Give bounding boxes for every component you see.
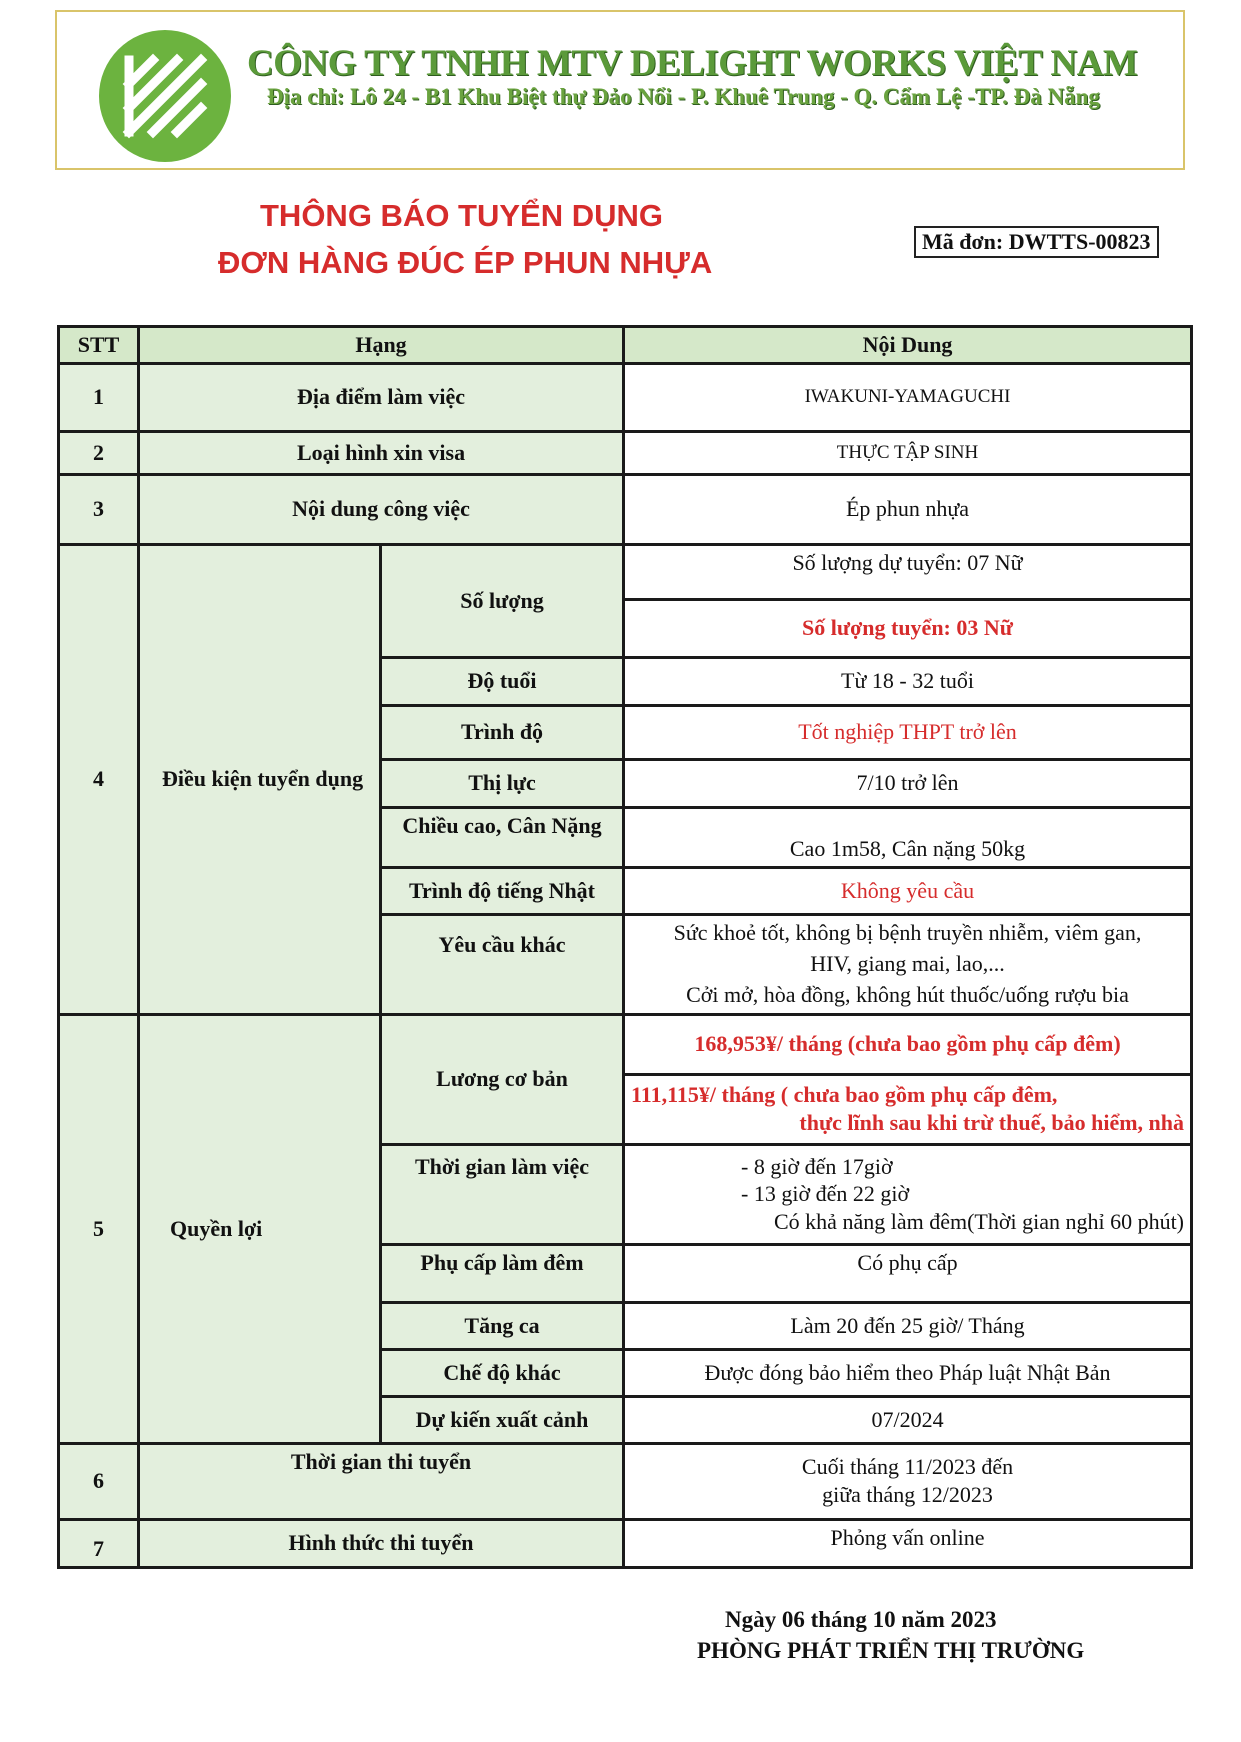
company-address: Địa chỉ: Lô 24 - B1 Khu Biệt thự Đảo Nổi - P. Khuê Trung - Q. Cẩm Lệ -TP. Đà Nẵng xyxy=(267,84,1100,109)
work-time-line: - 13 giờ đến 22 giờ xyxy=(741,1181,910,1207)
row-number: 5 xyxy=(59,1014,139,1443)
sub-label: Chế độ khác xyxy=(381,1349,624,1396)
sub-label: Trình độ xyxy=(381,705,624,759)
exam-time-line: Cuối tháng 11/2023 đến xyxy=(801,1453,1014,1479)
row-number: 1 xyxy=(59,363,139,431)
sub-value: Số lượng tuyển: 03 Nữ xyxy=(624,599,1192,657)
company-header xyxy=(55,10,1185,170)
footer-date: Ngày 06 tháng 10 năm 2023 xyxy=(725,1607,997,1632)
row-label: Điều kiện tuyển dụng xyxy=(139,544,381,1014)
row-value: IWAKUNI-YAMAGUCHI xyxy=(624,363,1192,431)
sub-label: Số lượng xyxy=(381,544,624,657)
row-value-multiline xyxy=(624,1443,1192,1519)
row-label: Thời gian thi tuyển xyxy=(139,1443,624,1519)
sub-label: Tăng ca xyxy=(381,1302,624,1349)
row-label: Quyền lợi xyxy=(139,1014,381,1443)
sub-value: Làm 20 đến 25 giờ/ Tháng xyxy=(624,1302,1192,1349)
exam-time-line: giữa tháng 12/2023 xyxy=(822,1482,993,1508)
sub-label: Trình độ tiếng Nhật xyxy=(381,867,624,914)
salary-line: thực lĩnh sau khi trừ thuế, bảo hiểm, nhà xyxy=(799,1110,1185,1136)
row-value: Ép phun nhựa xyxy=(624,474,1192,544)
row-label: Loại hình xin visa xyxy=(139,431,624,474)
order-code: Mã đơn: DWTTS-00823 xyxy=(914,226,1159,258)
sub-label: Yêu cầu khác xyxy=(381,914,624,1014)
sub-value: Tốt nghiệp THPT trở lên xyxy=(624,705,1192,759)
row-number: 3 xyxy=(59,474,139,544)
header-stt: STT xyxy=(59,327,139,364)
sub-label: Lương cơ bản xyxy=(381,1014,624,1144)
sub-label: Dự kiến xuất cảnh xyxy=(381,1396,624,1443)
sub-value-multiline xyxy=(624,1074,1192,1144)
row-number: 6 xyxy=(59,1443,139,1519)
work-time-line: Có khả năng làm đêm(Thời gian nghỉ 60 phút) xyxy=(774,1208,1185,1234)
requirement-line: Cởi mở, hòa đồng, không hút thuốc/uống rượu bia xyxy=(686,981,1129,1007)
sub-value: Không yêu cầu xyxy=(624,867,1192,914)
company-logo xyxy=(97,28,233,164)
sub-label: Độ tuổi xyxy=(381,657,624,705)
salary-line: 111,115¥/ tháng ( chưa bao gồm phụ cấp đêm, xyxy=(631,1081,1058,1107)
order-title: ĐƠN HÀNG ĐÚC ÉP PHUN NHỰA xyxy=(218,245,713,280)
table-header-row xyxy=(59,327,1192,364)
row-label: Nội dung công việc xyxy=(139,474,624,544)
header-noidung: Nội Dung xyxy=(624,327,1192,364)
row-label: Hình thức thi tuyển xyxy=(139,1519,624,1567)
sub-label: Phụ cấp làm đêm xyxy=(381,1244,624,1302)
row-value: Phỏng vấn online xyxy=(624,1519,1192,1567)
table-row xyxy=(59,1443,1192,1519)
sub-label: Chiều cao, Cân Nặng xyxy=(381,807,624,867)
notice-title: THÔNG BÁO TUYỂN DỤNG xyxy=(260,198,663,233)
table-row xyxy=(59,431,1192,474)
requirement-line: Sức khoẻ tốt, không bị bệnh truyền nhiễm, viêm gan, xyxy=(673,919,1142,945)
sub-label: Thời gian làm việc xyxy=(381,1144,624,1244)
company-name: CÔNG TY TNHH MTV DELIGHT WORKS VIỆT NAM xyxy=(247,43,1138,84)
sub-value-multiline xyxy=(624,1144,1192,1244)
table-row xyxy=(59,474,1192,544)
sub-value: 7/10 trở lên xyxy=(624,759,1192,807)
row-value: THỰC TẬP SINH xyxy=(624,431,1192,474)
footer-department: PHÒNG PHÁT TRIỂN THỊ TRƯỜNG xyxy=(697,1638,1085,1663)
sub-value: Số lượng dự tuyển: 07 Nữ xyxy=(624,544,1192,599)
recruitment-table xyxy=(57,325,1193,1569)
table-row xyxy=(59,1014,1192,1074)
work-time-line: - 8 giờ đến 17giờ xyxy=(741,1153,893,1179)
sub-value-multiline xyxy=(624,914,1192,1014)
row-number: 7 xyxy=(59,1519,139,1567)
sub-value: Được đóng bảo hiểm theo Pháp luật Nhật Bản xyxy=(624,1349,1192,1396)
row-label: Địa điểm làm việc xyxy=(139,363,624,431)
sub-value: Từ 18 - 32 tuổi xyxy=(624,657,1192,705)
sub-label: Thị lực xyxy=(381,759,624,807)
sub-value: 168,953¥/ tháng (chưa bao gồm phụ cấp đêm) xyxy=(624,1014,1192,1074)
row-number: 4 xyxy=(59,544,139,1014)
table-row xyxy=(59,544,1192,599)
sub-value: Có phụ cấp xyxy=(624,1244,1192,1302)
table-row xyxy=(59,1519,1192,1567)
requirement-line: HIV, giang mai, lao,... xyxy=(810,950,1005,976)
table-row xyxy=(59,363,1192,431)
sub-value: 07/2024 xyxy=(624,1396,1192,1443)
header-hang: Hạng xyxy=(139,327,624,364)
row-number: 2 xyxy=(59,431,139,474)
sub-value: Cao 1m58, Cân nặng 50kg xyxy=(624,807,1192,867)
